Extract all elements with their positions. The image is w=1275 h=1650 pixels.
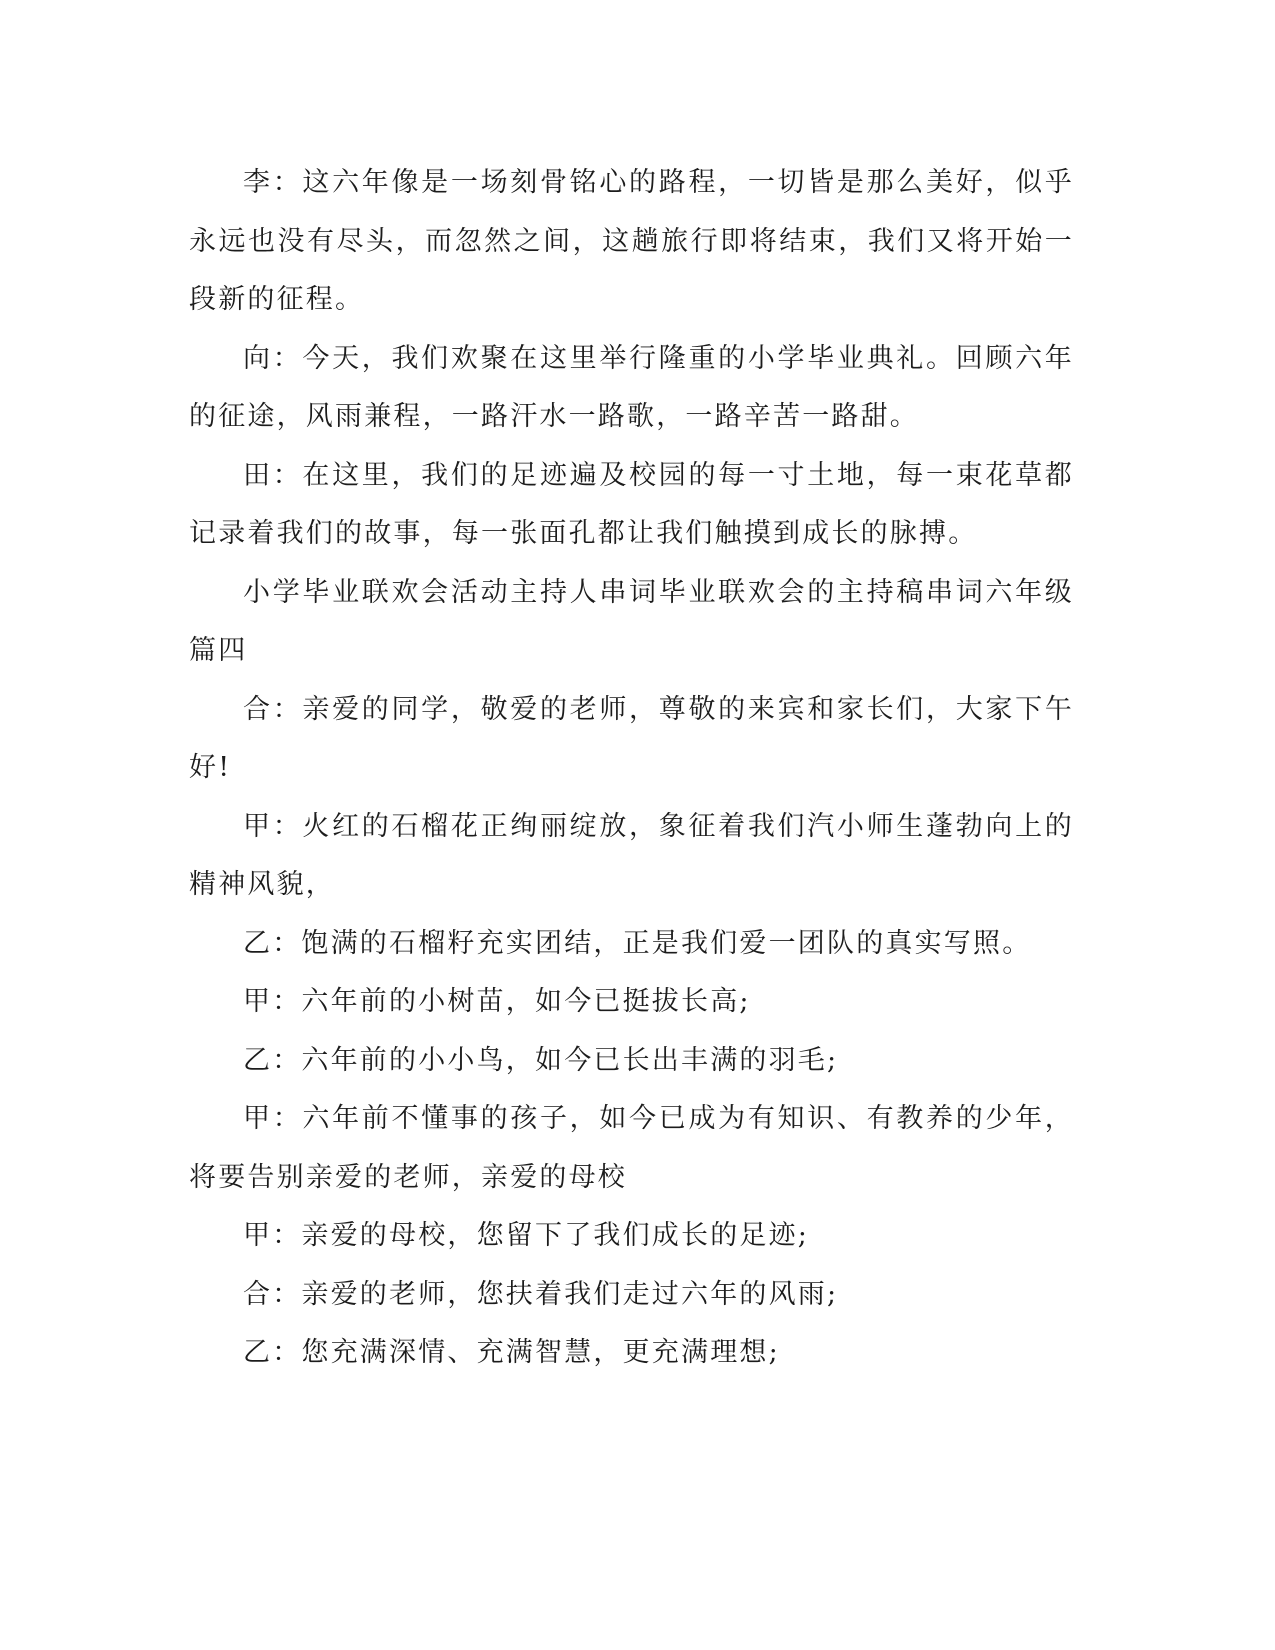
paragraph: 合：亲爱的同学，敬爱的老师，尊敬的来宾和家长们，大家下午好! [189, 693, 1074, 783]
paragraph: 乙：您充满深情、充满智慧，更充满理想; [243, 1337, 780, 1368]
paragraph: 合：亲爱的老师，您扶着我们走过六年的风雨; [243, 1278, 839, 1310]
paragraph: 甲：六年前不懂事的孩子，如今已成为有知识、有教养的少年，将要告别亲爱的老师，亲爱的母校 [189, 1103, 1074, 1193]
paragraph: 向：今天，我们欢聚在这里举行隆重的小学毕业典礼。回顾六年的征途，风雨兼程，一路汗水一路歌，一路辛苦一路甜。 [189, 342, 1074, 432]
document-body [189, 154, 1074, 1383]
section-heading: 小学毕业联欢会活动主持人串词毕业联欢会的主持稿串词六年级篇四 [189, 576, 1074, 666]
paragraph: 甲：亲爱的母校，您留下了我们成长的足迹; [243, 1220, 810, 1251]
paragraph: 乙：六年前的小小鸟，如今已长出丰满的羽毛; [243, 1044, 839, 1076]
paragraph: 李：这六年像是一场刻骨铭心的路程，一切皆是那么美好，似乎永远也没有尽头，而忽然之间，这趟旅行即将结束，我们又将开始一段新的征程。 [189, 167, 1074, 315]
paragraph: 乙：饱满的石榴籽充实团结，正是我们爱一团队的真实写照。 [243, 927, 1032, 959]
paragraph: 甲：六年前的小树苗，如今已挺拔长高; [243, 986, 751, 1017]
paragraph: 田：在这里，我们的足迹遍及校园的每一寸土地，每一束花草都记录着我们的故事，每一张面孔都让我们触摸到成长的脉搏。 [189, 459, 1074, 549]
paragraph: 甲：火红的石榴花正绚丽绽放，象征着我们汽小师生蓬勃向上的精神风貌， [189, 810, 1074, 900]
